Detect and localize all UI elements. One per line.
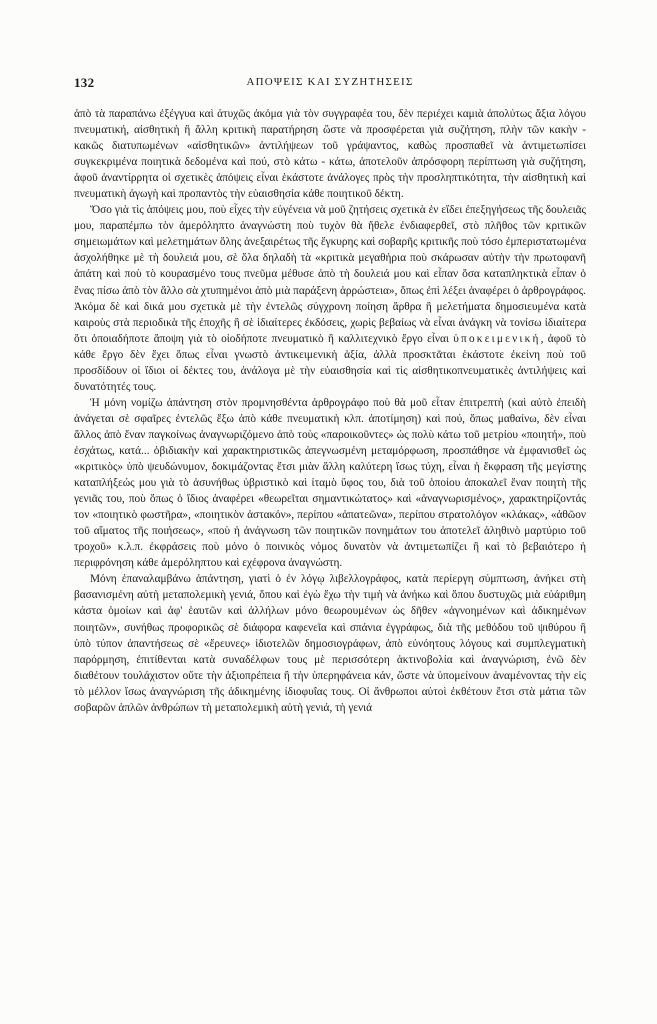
- page-number: 132: [74, 75, 95, 90]
- paragraph: [74, 395, 586, 572]
- paragraph-text: Ὅσο γιὰ τὶς ἀπόψεις μου, ποὺ εἶχες τὴν εὐγένεια νὰ μοῦ ζητήσεις σχετικὰ ἐν εἴδει ἐπεξηγήσεως τῆς δουλειᾶς μου, παραπέμπω τὸν ἀμερόληπτο ἀναγνώστη ποὺ τυχὸν θὰ ἤθελε ἐνδιαφερθεῖ, στὸ πλῆθος τῶν κριτικῶν σημειωμάτων καὶ μελετημάτων ὅλης ἀνεξαιρέτως τῆς ἔγκυρης καὶ σοβαρῆς κριτικῆς ποὺ τόσο ἐμπεριστατωμένα ἀσχολήθηκε μὲ τὴ δουλειά μου, σὲ ὅλα δηλαδὴ τὰ «κριτικὰ μεγαθήρια ποὺ σκάρωσαν αὐτὴν τὴν πρωτοφανῆ ἀπάτη καὶ ποὺ τὸ κουρασμένο τους πνεῦμα μέθυσε ἀπὸ τὴ δουλειά μου καὶ εἶπαν ὅσα καταπληκτικὰ εἶπαν ὁ ἕνας πίσω ἀπὸ τὸν ἄλλο σὰ χτυπημένοι ἀπὸ μιὰ παράξενη ἀρρώστεια», ὅπως ἐπὶ λέξει ἀναφέρει ὁ ἀρθρογράφος. Ἀκόμα δὲ καὶ δικά μου σχετικὰ μὲ τὴν ἐντελῶς σύγχρονη ποίηση ἄρθρα ἢ μελετήματα δημοσιευμένα κατὰ καιροὺς στὰ περιοδικὰ τῆς ἐποχῆς ἢ σὲ ἰδιαίτερες ἐκδόσεις, χωρὶς βεβαίως νὰ εἶναι ἀνάγκη νὰ τονίσω ἰδιαίτερα ὅτι ὁποιαδήποτε ἄποψη γιὰ τὸ οἱοδήποτε πνευματικὸ ἢ καλλιτεχνικὸ ἔργο εἶναι: [74, 204, 586, 345]
- page-header: [74, 75, 586, 93]
- paragraph: [74, 106, 586, 202]
- running-head: ΑΠΟΨΕΙΣ ΚΑΙ ΣΥΖΗΤΗΣΕΙΣ: [246, 76, 414, 88]
- paragraph-text: Μόνη ἐπαναλαμβάνω ἀπάντηση, γιατὶ ὁ ἐν λόγῳ λιβελλογράφος, κατὰ περίεργη σύμπτωση, ἀνήκει στὴ βασανισμένη αὐτὴ μεταπολεμικὴ γενιά, ὅπου καὶ ἐγὼ ἔχω τὴν τιμὴ νὰ ἀνήκω καὶ ὅπου δυστυχῶς μιὰ εὐάριθμη κάστα ὁμοίων καὶ ἀφ' ἑαυτῶν καὶ ἀλλήλων μόνο θεωρουμένων ὡς δῆθεν «ἀγνοημένων καὶ ἀδικημένων ποιητῶν», συνήθως προφορικῶς σὲ διάφορα καφενεῖα καὶ σπάνια ἐγγράφως, διὰ τῆς μεθόδου τοῦ ψιθύρου ἢ ὑπὸ τύπον ἀπαντήσεως σὲ «ἔρευνες» ἰδιοτελῶν δημοσιογράφων, ἀπὸ εὐνόητους λόγους καὶ συμπλεγματικὴ παρόρμηση, ἐπιτίθενται κατὰ συναδέλφων τους μὲ περισσότερη ἀκτινοβολία καὶ ἀναγνώριση, ἐνῶ δὲν διαθέτουν τουλάχιστον οὔτε τὴν ἀξιοπρέπεια ἢ τὴν ὑπερηφάνεια κάν, ὥστε νὰ ὑπομείνουν ἀναμένοντας τὴν εἰς τὸ μέλλον ἴσως ἀναγνώριση τῆς ἀδικημένης ἰδιοφυΐας τους. Οἱ ἄνθρωποι αὐτοὶ ἐκθέτουν ἔτσι στὰ μάτια τῶν σοβαρῶν ἁπλῶν ἀνθρώπων τὴ μεταπολεμικὴ αὐτὴ γενιά, τὴ γενιά: [74, 573, 586, 714]
- paragraph-text: , ἀφοῦ τὸ κάθε ἔργο δὲν ἔχει ὅπως εἶναι γνωστὸ ἀντικειμενικὴ ἀξία, ἀλλὰ προσκτᾶται ἑκάστοτε ἐκείνη ποὺ τοῦ προσδίδουν οἱ ἴδιοι οἱ δέκτες του, ἀνάλογα μὲ τὴν εὐαισθησία καὶ τὶς αἰσθητικοπνευματικὲς ἀντιλήψεις καὶ δυνατότητές τους.: [74, 332, 586, 393]
- paragraph: [74, 202, 586, 395]
- paragraph: [74, 571, 586, 715]
- body-text: [74, 106, 586, 716]
- paragraph-text: ἀπὸ τὰ παραπάνω ἐξέγγυα καὶ ἀτυχῶς ἀκόμα γιὰ τὸν συγγραφέα του, δὲν περιέχει καμιὰ ἀπολύτως ἄξια λόγου πνευματική, αἰσθητικὴ ἢ ἄλλη κριτικὴ παρατήρηση ὥστε νὰ προσφέρεται γιὰ συζήτηση, πλὴν τῶν κακὴν - κακῶς διατυπωμένων «αἰσθητικῶν» ἀντιλήψεων τοῦ γράψαντος, καθὼς προσπαθεῖ νὰ ἀντιμετωπίσει συγκεκριμένα ποιητικὰ δεδομένα καὶ πού, στὸ κάτω - κάτω, ἀποτελοῦν ἀπρόσφορη περίπτωση γιὰ συζήτηση, ἀφοῦ ἀναντίρρητα οἱ σχετικὲς ἀπόψεις εἶναι ἑκάστοτε ἀνάλογες πρὸς τὴν προσληπτικότητα, τὴν αἰσθητικὴ καὶ πνευματικὴ ἀγωγὴ καὶ προπαντὸς τὴν εὐαισθησία κάθε ποιητικοῦ δέκτη.: [74, 108, 586, 201]
- emphasized-word: ὑποκειμενική: [453, 332, 541, 345]
- paragraph-text: Ἡ μόνη νομίζω ἀπάντηση στὸν προμνησθέντα ἀρθρογράφο ποὺ θὰ μοῦ εἶταν ἐπιτρεπτὴ (καὶ αὐτὸ ἐπειδὴ ἀνάγεται σὲ σφαῖρες ἐντελῶς ἔξω ἀπὸ κάθε πνευματικὴ κλπ. ἀποτίμηση) καὶ πού, ὅπως μαθαίνω, δὲν εἶναι ἄλλος ἀπὸ ἕναν παγκοίνως ἀναγνωριζόμενο ἀπὸ τοὺς «παροικοῦντες» ὡς πολὺ κάτω τοῦ μετρίου «ποιητή», ποὺ ἐσχάτως, κατά... ὀβιδιακὴν καὶ χαρακτηριστικῶς ἀπεγνωσμένη μεταμόρφωση, προσπάθησε νὰ ἐμφανισθεῖ ὡς «κριτικὸς» ὑπὸ ψευδώνυμον, δοκιμάζοντας ἔτσι μιὰν ἄλλη καλύτερη ἴσως τύχη, εἶναι ἡ ἔκφραση τῆς μεγίστης καταπλήξεώς μου γιὰ τὸ ἀσυνήθως ὑβριστικὸ καὶ ἰταμὸ ὕφος του, διὰ τοῦ ὁποίου ἀποκαλεῖ ἕναν ποιητὴ τῆς γενιᾶς του, ποὺ ὅπως ὁ ἴδιος ἀναφέρει «θεωρεῖται σημαντικώτατος» καὶ «ἀναγνωρισμένος», χαρακτηρίζοντάς τον «ποιητικὸ φωστῆρα», «ποιητικὸν ἀστακόν», περίπου «ἀπατεῶνα», περίπου στρατολόγον «κλάκας», «ἀθῶον τοῦ αἵματος τῆς ποιήσεως», «ποὺ ἡ ἀνάγνωση τῶν ποιητικῶν πονημάτων του ἀποτελεῖ ἀληθινὸ μαρτύριο τοῦ τροχοῦ» κ.λ.π. ἐκφράσεις ποὺ μόνο ὁ ποινικὸς νόμος δυνατὸν νὰ ἀντιμετωπίζει ἢ καὶ τὸ βεβαιότερο ἡ περιφρόνηση κάθε ἀμερόληπτου καὶ εχέφρονα ἀναγνώστη.: [74, 396, 586, 570]
